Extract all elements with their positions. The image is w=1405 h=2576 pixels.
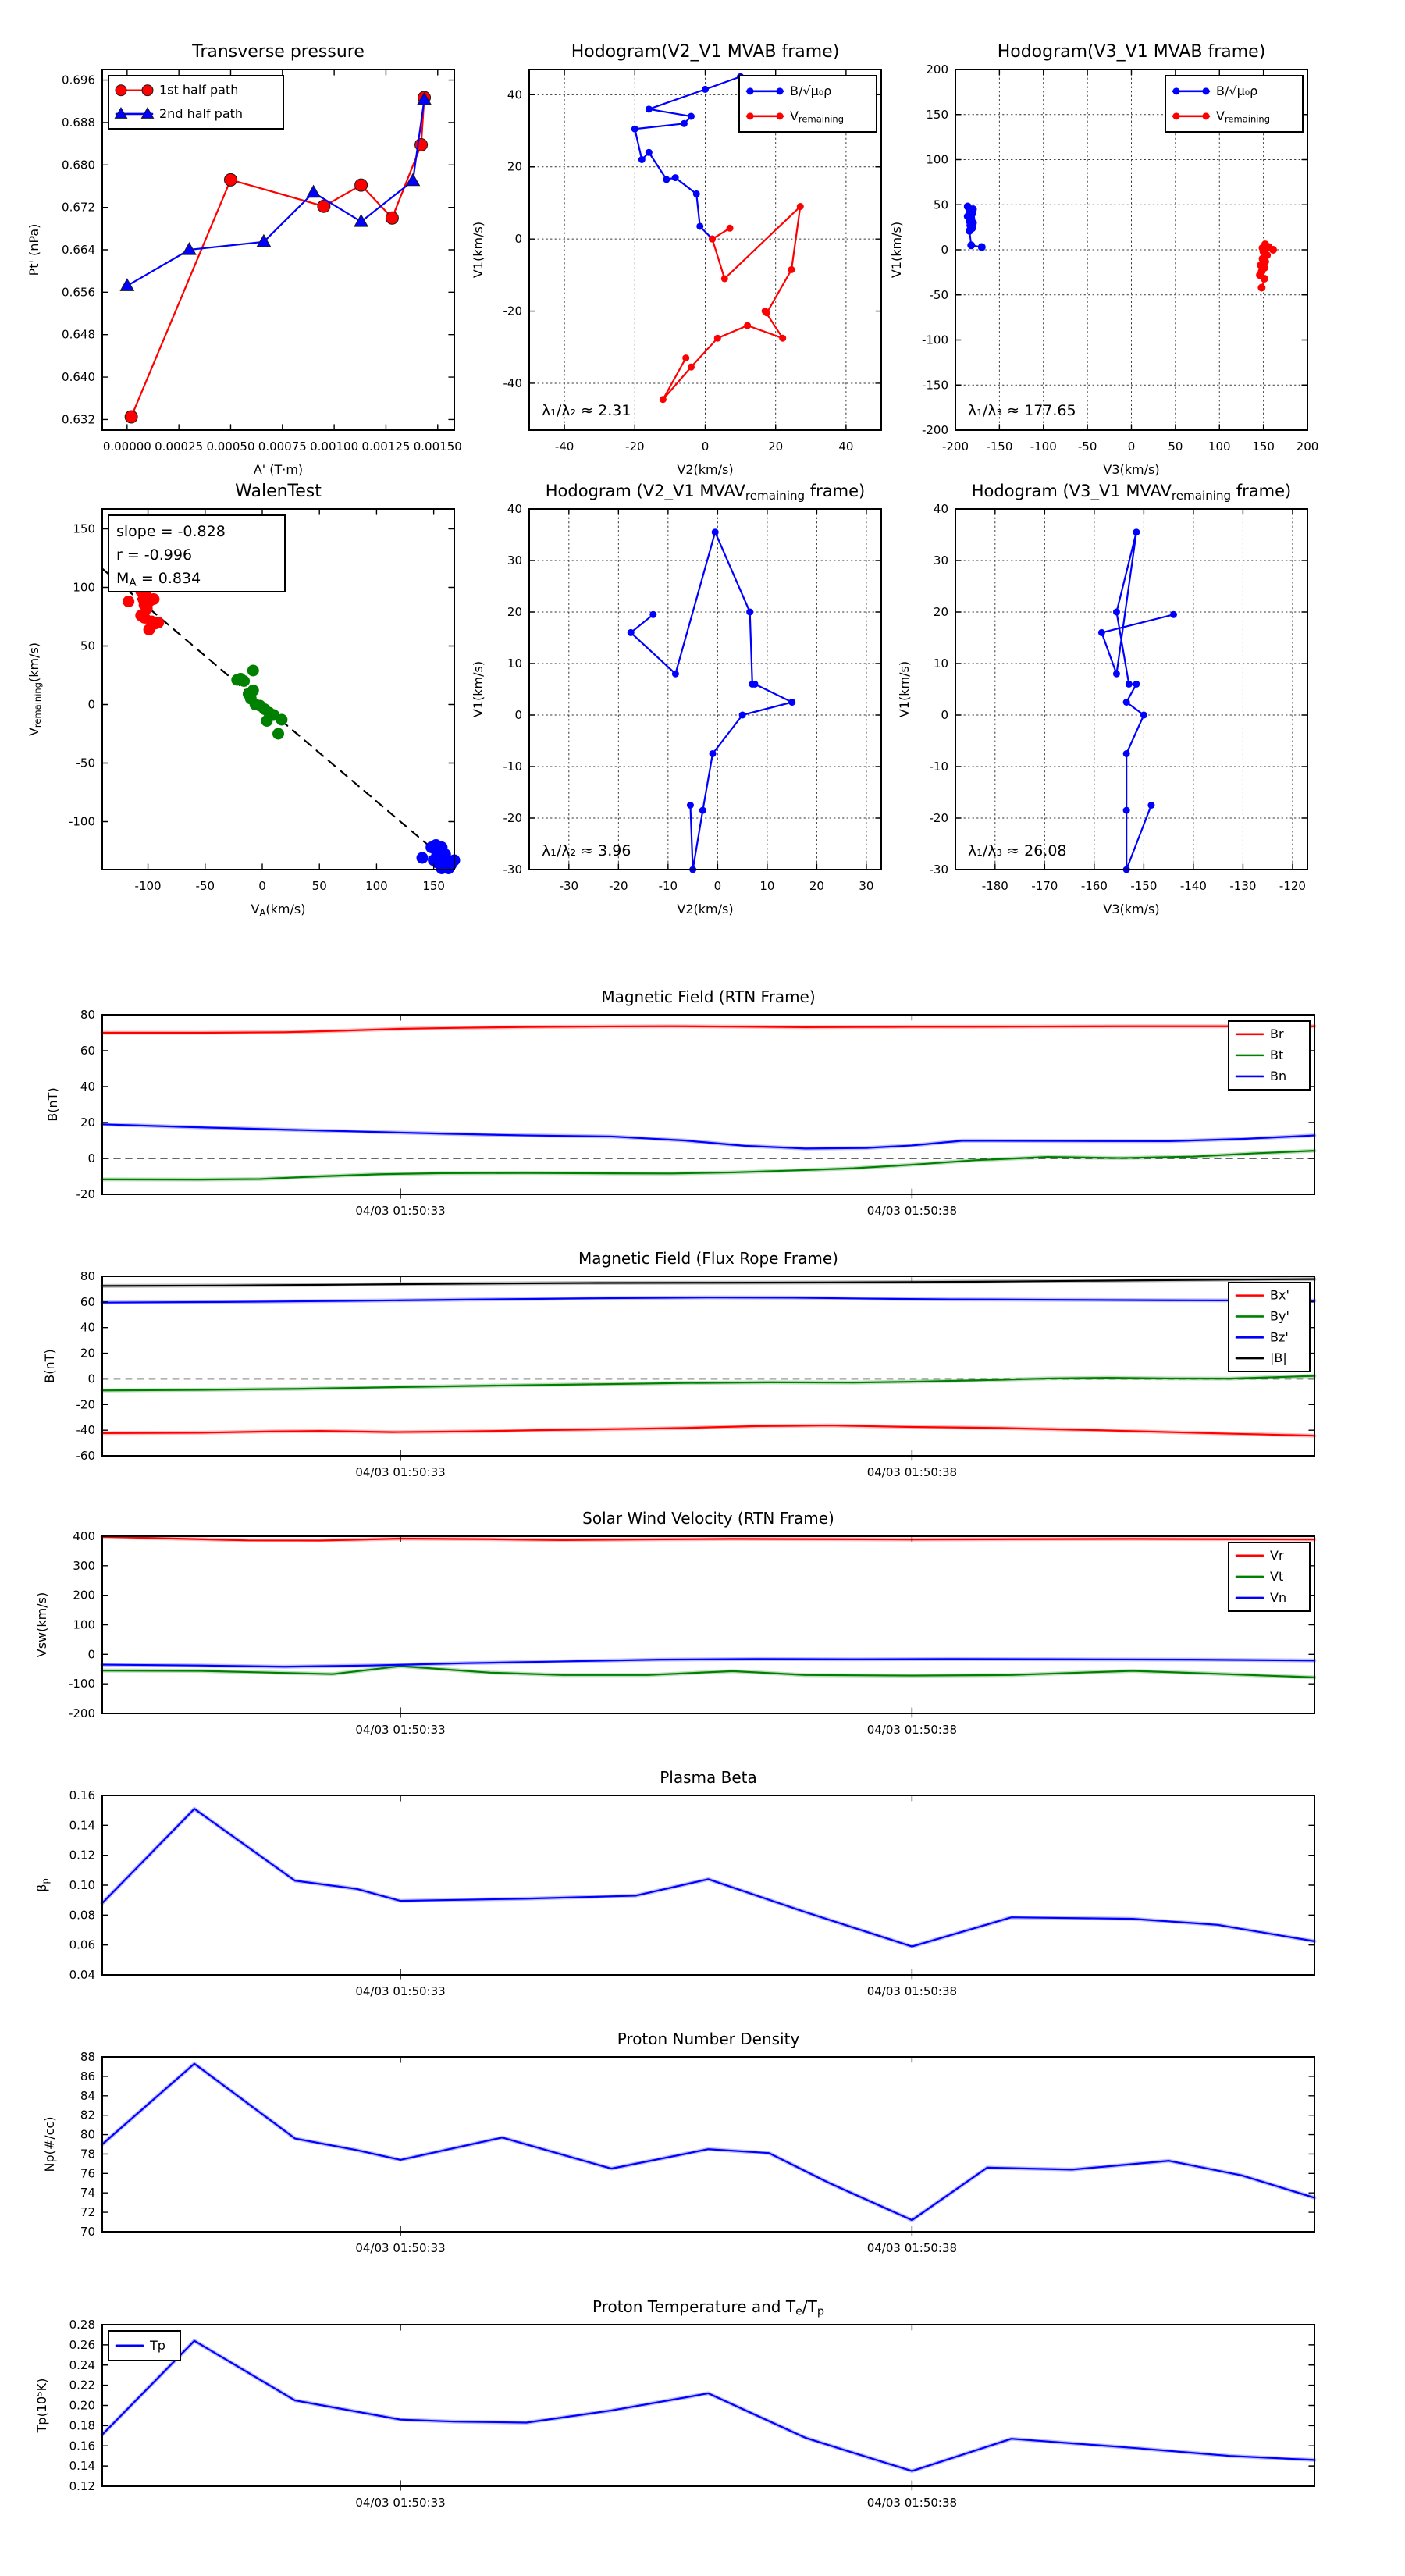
walen-test — [27, 482, 461, 918]
svg-text:V1(km/s): V1(km/s) — [471, 660, 486, 718]
svg-text:0.06: 0.06 — [69, 1937, 95, 1952]
svg-text:20: 20 — [80, 1346, 95, 1361]
svg-text:0.680: 0.680 — [62, 158, 95, 173]
svg-text:-20: -20 — [625, 439, 645, 454]
svg-text:0.00050: 0.00050 — [206, 439, 255, 454]
svg-text:-180: -180 — [981, 879, 1008, 893]
svg-text:Vremaining: Vremaining — [1216, 108, 1271, 125]
svg-text:78: 78 — [80, 2147, 95, 2161]
svg-text:WalenTest: WalenTest — [235, 482, 322, 501]
svg-text:-30: -30 — [929, 863, 948, 877]
svg-text:-100: -100 — [921, 333, 948, 347]
svg-text:0.04: 0.04 — [69, 1968, 95, 1982]
svg-text:-10: -10 — [503, 760, 522, 774]
svg-text:10: 10 — [507, 656, 522, 671]
svg-text:V1(km/s): V1(km/s) — [897, 660, 912, 718]
svg-text:Vremaining(km/s): Vremaining(km/s) — [27, 642, 43, 737]
svg-text:Magnetic Field (RTN Frame): Magnetic Field (RTN Frame) — [601, 987, 816, 1006]
svg-text:0.08: 0.08 — [69, 1908, 95, 1923]
svg-text:10: 10 — [933, 656, 948, 671]
svg-text:λ₁/λ₂ ≈ 2.31: λ₁/λ₂ ≈ 2.31 — [542, 402, 631, 419]
svg-text:0.00000: 0.00000 — [102, 439, 151, 454]
svg-text:40: 40 — [80, 1080, 95, 1094]
svg-text:0.696: 0.696 — [62, 73, 95, 87]
svg-text:λ₁/λ₃ ≈ 26.08: λ₁/λ₃ ≈ 26.08 — [968, 842, 1067, 859]
svg-text:λ₁/λ₂ ≈ 3.96: λ₁/λ₂ ≈ 3.96 — [542, 842, 631, 859]
svg-text:0.14: 0.14 — [69, 2459, 95, 2474]
svg-text:0: 0 — [941, 708, 948, 722]
svg-text:-50: -50 — [929, 287, 948, 302]
svg-text:50: 50 — [1168, 439, 1183, 454]
svg-text:0.640: 0.640 — [62, 370, 95, 385]
svg-text:72: 72 — [80, 2205, 95, 2220]
svg-text:-120: -120 — [1279, 879, 1306, 893]
svg-text:0.00075: 0.00075 — [258, 439, 307, 454]
svg-text:-50: -50 — [76, 756, 95, 770]
svg-text:Tp(10⁵K): Tp(10⁵K) — [34, 2378, 49, 2433]
svg-text:-170: -170 — [1031, 879, 1058, 893]
svg-text:04/03 01:50:33: 04/03 01:50:33 — [355, 2241, 446, 2255]
svg-text:04/03 01:50:38: 04/03 01:50:38 — [866, 1465, 958, 1479]
svg-text:20: 20 — [768, 439, 784, 454]
svg-text:Vr: Vr — [1270, 1547, 1284, 1563]
svg-text:B(nT): B(nT) — [42, 1349, 57, 1383]
hodogram-v2v1-mvab — [471, 42, 881, 477]
svg-text:100: 100 — [365, 879, 388, 893]
svg-text:B(nT): B(nT) — [45, 1087, 60, 1122]
svg-text:Magnetic Field (Flux Rope Fram: Magnetic Field (Flux Rope Frame) — [578, 1249, 838, 1268]
svg-text:0.24: 0.24 — [69, 2357, 95, 2372]
svg-text:B/√μ₀ρ: B/√μ₀ρ — [790, 83, 832, 98]
svg-text:0: 0 — [87, 697, 95, 712]
svg-text:-30: -30 — [503, 863, 522, 877]
svg-text:100: 100 — [926, 152, 948, 167]
svg-text:-40: -40 — [554, 439, 574, 454]
svg-text:20: 20 — [809, 879, 824, 893]
svg-text:150: 150 — [1252, 439, 1275, 454]
svg-text:74: 74 — [80, 2186, 95, 2201]
svg-text:04/03 01:50:38: 04/03 01:50:38 — [866, 1204, 958, 1218]
svg-text:0.22: 0.22 — [69, 2378, 95, 2393]
svg-text:0: 0 — [941, 243, 948, 257]
svg-text:Proton Number Density: Proton Number Density — [617, 2030, 800, 2048]
svg-text:Transverse pressure: Transverse pressure — [192, 42, 365, 62]
svg-text:0.26: 0.26 — [69, 2337, 95, 2352]
svg-text:04/03 01:50:33: 04/03 01:50:33 — [355, 2496, 446, 2510]
svg-text:60: 60 — [80, 1294, 95, 1309]
svg-text:150: 150 — [926, 107, 948, 122]
svg-text:0.632: 0.632 — [62, 412, 95, 427]
svg-text:-100: -100 — [68, 1677, 95, 1692]
svg-text:80: 80 — [80, 1008, 95, 1022]
svg-text:0.00125: 0.00125 — [361, 439, 411, 454]
svg-text:40: 40 — [838, 439, 854, 454]
svg-text:B/√μ₀ρ: B/√μ₀ρ — [1216, 83, 1258, 98]
svg-text:-140: -140 — [1179, 879, 1207, 893]
svg-text:40: 40 — [507, 87, 522, 102]
svg-text:20: 20 — [507, 159, 522, 174]
svg-text:Vn: Vn — [1270, 1589, 1287, 1605]
hodogram-v3v1-mvav — [897, 482, 1307, 916]
svg-text:60: 60 — [80, 1044, 95, 1058]
svg-text:86: 86 — [80, 2069, 95, 2083]
svg-text:0: 0 — [1127, 439, 1136, 454]
svg-text:-40: -40 — [503, 375, 522, 390]
svg-text:0.648: 0.648 — [62, 327, 95, 342]
plasma-beta — [34, 1768, 1314, 1998]
svg-text:0.672: 0.672 — [62, 200, 95, 215]
svg-text:150: 150 — [422, 879, 445, 893]
svg-text:βp: βp — [34, 1878, 51, 1892]
svg-text:20: 20 — [507, 605, 522, 619]
svg-text:100: 100 — [1208, 439, 1231, 454]
svg-text:MA = 0.834: MA = 0.834 — [116, 570, 201, 589]
svg-text:0.16: 0.16 — [69, 2439, 95, 2453]
magnetic-field-flux-rope — [42, 1249, 1314, 1479]
svg-text:Vt: Vt — [1270, 1568, 1284, 1584]
svg-text:100: 100 — [73, 1617, 95, 1632]
svg-text:50: 50 — [933, 197, 948, 212]
svg-text:Hodogram(V2_V1 MVAB frame): Hodogram(V2_V1 MVAB frame) — [571, 42, 840, 62]
svg-text:VA(km/s): VA(km/s) — [251, 902, 306, 918]
svg-text:V3(km/s): V3(km/s) — [1103, 462, 1160, 477]
svg-text:0.656: 0.656 — [62, 285, 95, 300]
svg-text:04/03 01:50:38: 04/03 01:50:38 — [866, 1723, 958, 1737]
svg-text:0.16: 0.16 — [69, 1788, 95, 1802]
svg-text:04/03 01:50:38: 04/03 01:50:38 — [866, 1984, 958, 1998]
svg-text:Np(#/cc): Np(#/cc) — [42, 2116, 57, 2172]
hodogram-v2v1-mvav — [471, 482, 881, 916]
svg-text:04/03 01:50:33: 04/03 01:50:33 — [355, 1723, 446, 1737]
svg-text:04/03 01:50:33: 04/03 01:50:33 — [355, 1465, 446, 1479]
svg-text:Bt: Bt — [1270, 1047, 1284, 1062]
svg-text:Solar Wind Velocity (RTN Frame: Solar Wind Velocity (RTN Frame) — [582, 1509, 834, 1528]
svg-text:70: 70 — [80, 2225, 95, 2239]
svg-text:0.00025: 0.00025 — [155, 439, 204, 454]
svg-text:10: 10 — [759, 879, 775, 893]
svg-text:0.00100: 0.00100 — [310, 439, 359, 454]
svg-text:λ₁/λ₃ ≈ 177.65: λ₁/λ₃ ≈ 177.65 — [968, 402, 1076, 419]
svg-text:40: 40 — [933, 502, 948, 516]
svg-text:0.12: 0.12 — [69, 1848, 95, 1863]
svg-text:88: 88 — [80, 2050, 95, 2064]
svg-text:300: 300 — [73, 1558, 95, 1573]
svg-text:Proton Temperature and Te/Tp: Proton Temperature and Te/Tp — [592, 2297, 825, 2318]
svg-text:r = -0.996: r = -0.996 — [116, 546, 193, 564]
svg-text:-10: -10 — [658, 879, 678, 893]
svg-text:200: 200 — [1296, 439, 1319, 454]
svg-text:30: 30 — [933, 553, 948, 568]
svg-text:-30: -30 — [559, 879, 579, 893]
svg-text:-150: -150 — [1130, 879, 1158, 893]
svg-text:Plasma Beta: Plasma Beta — [660, 1768, 757, 1787]
proton-number-density — [42, 2030, 1314, 2255]
svg-text:1st half path: 1st half path — [159, 82, 239, 98]
svg-text:Bn: Bn — [1270, 1068, 1287, 1083]
svg-text:-100: -100 — [68, 814, 95, 829]
svg-text:-160: -160 — [1080, 879, 1108, 893]
svg-text:V1(km/s): V1(km/s) — [889, 221, 904, 279]
svg-text:0.12: 0.12 — [69, 2479, 95, 2493]
svg-text:V2(km/s): V2(km/s) — [677, 902, 734, 916]
svg-text:A' (T·m): A' (T·m) — [253, 462, 304, 477]
svg-text:Br: Br — [1270, 1026, 1284, 1041]
svg-text:-200: -200 — [68, 1706, 95, 1720]
svg-text:0: 0 — [514, 708, 522, 722]
svg-text:V3(km/s): V3(km/s) — [1103, 902, 1160, 916]
transverse-pressure — [27, 42, 462, 477]
svg-text:0: 0 — [514, 232, 522, 247]
svg-text:-10: -10 — [929, 760, 948, 774]
svg-text:80: 80 — [80, 2127, 95, 2142]
svg-text:40: 40 — [80, 1320, 95, 1335]
svg-text:-20: -20 — [929, 811, 948, 825]
svg-text:04/03 01:50:33: 04/03 01:50:33 — [355, 1984, 446, 1998]
svg-text:|B|: |B| — [1270, 1350, 1287, 1366]
solar-wind-velocity — [34, 1509, 1314, 1737]
svg-text:-150: -150 — [921, 378, 948, 393]
svg-text:Vsw(km/s): Vsw(km/s) — [34, 1592, 49, 1658]
svg-text:0.14: 0.14 — [69, 1818, 95, 1833]
svg-text:0.18: 0.18 — [69, 2418, 95, 2433]
svg-text:Vremaining: Vremaining — [790, 108, 845, 125]
svg-text:200: 200 — [73, 1588, 95, 1603]
svg-text:Bx': Bx' — [1270, 1287, 1289, 1303]
magnetic-field-rtn — [45, 987, 1314, 1218]
svg-text:20: 20 — [80, 1115, 95, 1130]
svg-text:Pt' (nPa): Pt' (nPa) — [27, 223, 41, 276]
svg-text:0.00150: 0.00150 — [413, 439, 462, 454]
svg-text:-20: -20 — [76, 1397, 95, 1412]
svg-text:150: 150 — [73, 521, 95, 536]
svg-text:Bz': Bz' — [1270, 1329, 1289, 1345]
svg-text:0.20: 0.20 — [69, 2398, 95, 2413]
svg-text:Tp: Tp — [150, 2337, 165, 2353]
svg-text:0: 0 — [87, 1151, 95, 1165]
svg-text:04/03 01:50:38: 04/03 01:50:38 — [866, 2241, 958, 2255]
svg-text:0.664: 0.664 — [62, 243, 95, 257]
svg-text:30: 30 — [859, 879, 874, 893]
svg-text:-20: -20 — [503, 304, 522, 318]
svg-text:80: 80 — [80, 1269, 95, 1283]
hodogram-v3v1-mvab — [889, 42, 1318, 477]
svg-text:30: 30 — [507, 553, 522, 568]
svg-text:By': By' — [1270, 1308, 1289, 1324]
svg-text:slope = -0.828: slope = -0.828 — [116, 523, 226, 540]
svg-text:50: 50 — [80, 639, 95, 653]
svg-text:0.10: 0.10 — [69, 1878, 95, 1892]
svg-text:0: 0 — [258, 879, 266, 893]
proton-temperature — [34, 2297, 1314, 2510]
svg-text:200: 200 — [926, 62, 948, 76]
svg-text:-130: -130 — [1229, 879, 1257, 893]
svg-text:0.688: 0.688 — [62, 115, 95, 130]
svg-text:0: 0 — [701, 439, 710, 454]
svg-text:-150: -150 — [986, 439, 1013, 454]
svg-text:20: 20 — [933, 605, 948, 619]
svg-text:-20: -20 — [503, 811, 522, 825]
svg-text:-50: -50 — [195, 879, 215, 893]
svg-text:2nd half path: 2nd half path — [159, 105, 244, 121]
svg-text:0: 0 — [87, 1647, 95, 1662]
svg-text:-200: -200 — [921, 423, 948, 437]
svg-text:04/03 01:50:38: 04/03 01:50:38 — [866, 2496, 958, 2510]
svg-text:400: 400 — [73, 1529, 95, 1543]
svg-text:-20: -20 — [76, 1187, 95, 1201]
svg-text:-60: -60 — [76, 1449, 95, 1463]
svg-text:76: 76 — [80, 2166, 95, 2181]
svg-text:84: 84 — [80, 2088, 95, 2103]
svg-text:82: 82 — [80, 2108, 95, 2122]
svg-text:-40: -40 — [76, 1423, 95, 1438]
svg-text:40: 40 — [507, 502, 522, 516]
svg-text:0: 0 — [713, 879, 722, 893]
svg-text:V2(km/s): V2(km/s) — [677, 462, 734, 477]
svg-text:0.28: 0.28 — [69, 2318, 95, 2332]
svg-text:-50: -50 — [1077, 439, 1097, 454]
svg-text:-200: -200 — [941, 439, 969, 454]
svg-text:Hodogram (V2_V1 MVAVremaining: Hodogram (V2_V1 MVAVremaining frame) — [545, 482, 866, 503]
svg-text:50: 50 — [311, 879, 327, 893]
svg-text:04/03 01:50:33: 04/03 01:50:33 — [355, 1204, 446, 1218]
svg-text:0: 0 — [87, 1372, 95, 1386]
svg-text:100: 100 — [73, 580, 95, 595]
svg-text:-100: -100 — [134, 879, 162, 893]
svg-text:V1(km/s): V1(km/s) — [471, 221, 486, 279]
svg-text:Hodogram(V3_V1 MVAB frame): Hodogram(V3_V1 MVAB frame) — [997, 42, 1266, 62]
svg-text:-20: -20 — [609, 879, 628, 893]
svg-text:Hodogram (V3_V1 MVAVremaining: Hodogram (V3_V1 MVAVremaining frame) — [971, 482, 1292, 503]
svg-text:-100: -100 — [1030, 439, 1057, 454]
